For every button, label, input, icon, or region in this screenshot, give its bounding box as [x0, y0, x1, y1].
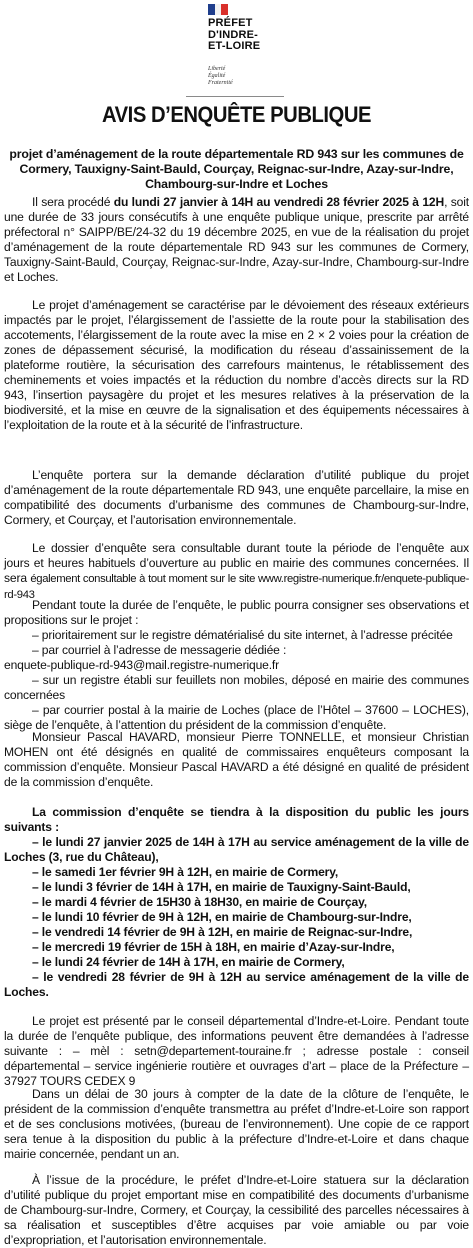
registry-website: également consultable à tout moment sur le site www.registre-numerique.fr/enquete-publique-rd-943 [4, 573, 469, 601]
list-item: – par courrier postal à la mairie de Loches (place de l’Hôtel – 37600 – LOCHES), siège de l’enquête, à l’attention du président de la commission d’enquête. [4, 703, 469, 732]
paragraph-dossier: Le dossier d’enquête sera consultable durant toute la période de l’enquête aux jours et heures habituels d’ouverture au public en mairie des communes concernées. Il sera également consultable à tout moment sur le site www.registre-numerique.fr/enquete-publique-rd-943 [4, 541, 469, 601]
republic-motto: Liberté Égalité Fraternité [208, 66, 233, 86]
paragraph-project: Le projet d’aménagement se caractérise par le dévoiement des réseaux extérieurs impactés par le projet, l’élargissement de l’assiette de la route pour la stabilisation des accotements, l’élargissement de la route avec la mise en 2 × 2 voies pour la création de zones de dépassement sécurisé, la modification du réseau d’assainissement de la plateforme routière, la sécurisation des carrefours maintenus, le rétablissement des cheminements et voies impactés et la réduction du nombre d’accès directs sur la RD 943, l’insertion paysagère du projet et les mesures relatives à la préservation de la biodiversité, et la mise en œuvre de la signalisation et des équipements nécessaires à l’exploitation de la route et à la sécurité de l’infrastructure. [4, 298, 469, 432]
paragraph-decision: À l’issue de la procédure, le préfet d’Indre-et-Loire statuera sur la déclaration d’utilité publique du projet emportant mise en compatibilité des documents d’urbanisme de Chambourg-sur-Indre, Cormery, et Courçay, la cessibilité des parcelles nécessaires à sa réalisation et susceptibles d’être acquises par voie amiable ou par voie d’expropriation, et l’autorisation environnementale. [4, 1173, 469, 1247]
paragraph-observations: Pendant toute la durée de l’enquête, le public pourra consigner ses observations et propositions sur le projet : – prioritairement sur le registre dématérialisé du site internet, à l’adresse précitée – par courriel à l’adresse de messagerie dédiée : enquete-publique-rd-943@mail.registre-numerique.fr – sur un registre établi sur feuillets non mobiles, déposé en mairie des communes concernées – par courrier postal à la mairie de Loches (place de l’Hôtel – 37600 – LOCHES), siège de l’enquête, à l’attention du président de la commission d’enquête. [4, 598, 469, 732]
list-item: – prioritairement sur le registre dématérialisé du site internet, à l’adresse précitée [32, 628, 453, 642]
permanence-item: – le samedi 1er février 9H à 12H, en mairie de Cormery, [32, 865, 339, 879]
paragraph-scope: L’enquête portera sur la demande déclaration d’utilité publique du projet d’aménagement de la route départementale RD 943, une enquête parcellaire, la mise en compatibilité des documents d’urbanisme des communes de Chambourg-sur-Indre, Cormery, et Courçay, et l’autorisation environnementale. [4, 468, 469, 527]
project-subtitle: projet d’aménagement de la route départementale RD 943 sur les communes de Cormery, Tauxigny-Saint-Bauld, Courçay, Reignac-sur-Indre, Azay-sur-Indre, Chambourg-sur-Indre et Loches [9, 147, 464, 191]
permanence-item: – le lundi 10 février de 9H à 12H, en mairie de Chambourg-sur-Indre, [32, 910, 412, 924]
permanence-item: – le vendredi 14 février de 9H à 12H, en mairie de Reignac-sur-Indre, [32, 925, 413, 939]
permanence-item: – le lundi 3 février de 14H à 17H, en mairie de Tauxigny-Saint-Bauld, [32, 880, 411, 894]
permanence-item: – le mercredi 19 février de 15H à 18H, en mairie d’Azay-sur-Indre, [32, 940, 395, 954]
paragraph-commissioners: Monsieur Pascal HAVARD, monsieur Pierre TONNELLE, et monsieur Christian MOHEN ont été désignés en qualité de commissaires enquêteurs composant la commission d’enquête. Monsieur Pascal HAVARD a été désigné en qualité de président de la commission d’enquête. [4, 730, 469, 789]
paragraph-information: Le projet est présenté par le conseil départemental d’Indre-et-Loire. Pendant toute la durée de l’enquête publique, des informations peuvent être demandées à l’adresse suivante : – mèl : setn@departement-touraine.fr ; adresse postale : conseil départemental – service ingénierie routière et ouvrages d’art – place de la Préfecture – 37927 TOURS CEDEX 9 [4, 1014, 469, 1088]
enquiry-period: du lundi 27 janvier à 14H au vendredi 28 février 2025 à 12H [113, 195, 445, 209]
contact-email: enquete-publique-rd-943@mail.registre-numerique.fr [4, 658, 280, 672]
list-item: – sur un registre établi sur feuillets non mobiles, déposé en mairie des communes concernées [4, 673, 469, 702]
paragraph-dates: Il sera procédé du lundi 27 janvier à 14H au vendredi 28 février 2025 à 12H, soit une durée de 33 jours consécutifs à une enquête publique unique, prescrite par arrêté préfectoral n° SAIPP/BE/24-32 du 19 décembre 2025, en vue de la réalisation du projet d’aménagement de la route départementale RD 943 sur les communes de Cormery, Tauxigny-Saint-Bauld, Courçay, Reignac-sur-Indre, Azay-sur-Indre, Chambourg-sur-Indre et Loches. [4, 195, 469, 284]
permanence-item: – le mardi 4 février de 15H30 à 18H30, en mairie de Courçay, [32, 895, 367, 909]
header-divider [186, 96, 284, 97]
notice-title: AVIS D’ENQUÊTE PUBLIQUE [101, 102, 372, 127]
paragraph-report: Dans un délai de 30 jours à compter de la date de la clôture de l’enquête, le président de la commission d’enquête transmettra au préfet d’Indre-et-Loire son rapport et de ses conclusions motivées, (bureau de l’environnement). Une copie de ce rapport sera tenue à la disposition du public à la préfecture d’Indre-et-Loire et dans chaque mairie concernée, pendant un an. [4, 1087, 469, 1161]
permanence-item: – le lundi 27 janvier 2025 de 14H à 17H au service aménagement de la ville de Loches (3, rue du Château), [4, 835, 469, 864]
prefet-title: PRÉFET D'INDRE- ET-LOIRE [208, 17, 261, 52]
permanence-item: – le lundi 24 février de 14H à 17H, en mairie de Cormery, [32, 955, 345, 969]
list-item: – par courriel à l’adresse de messagerie dédiée : [32, 643, 287, 657]
marianne-flag-icon [208, 4, 228, 15]
permanence-item: – le vendredi 28 février de 9H à 12H au service aménagement de la ville de Loches. [4, 970, 469, 999]
paragraph-permanences: La commission d’enquête se tiendra à la disposition du public les jours suivants : – le lundi 27 janvier 2025 de 14H à 17H au service aménagement de la ville de Loches (3, rue du Château), – le samedi 1er février 9H à 12H, en mairie de Cormery, – le lundi 3 février de 14H à 17H, en mairie de Tauxigny-Saint-Bauld, – le mardi 4 février de 15H30 à 18H30, en mairie de Courçay, – le lundi 10 février de 9H à 12H, en mairie de Chambourg-sur-Indre, – le vendredi 14 février de 9H à 12H, en mairie de Reignac-sur-Indre, – le mercredi 19 février de 15H à 18H, en mairie d’Azay-sur-Indre, – le lundi 24 février de 14H à 17H, en mairie de Cormery, – le vendredi 28 février de 9H à 12H au service aménagement de la ville de Loches. [4, 805, 469, 999]
